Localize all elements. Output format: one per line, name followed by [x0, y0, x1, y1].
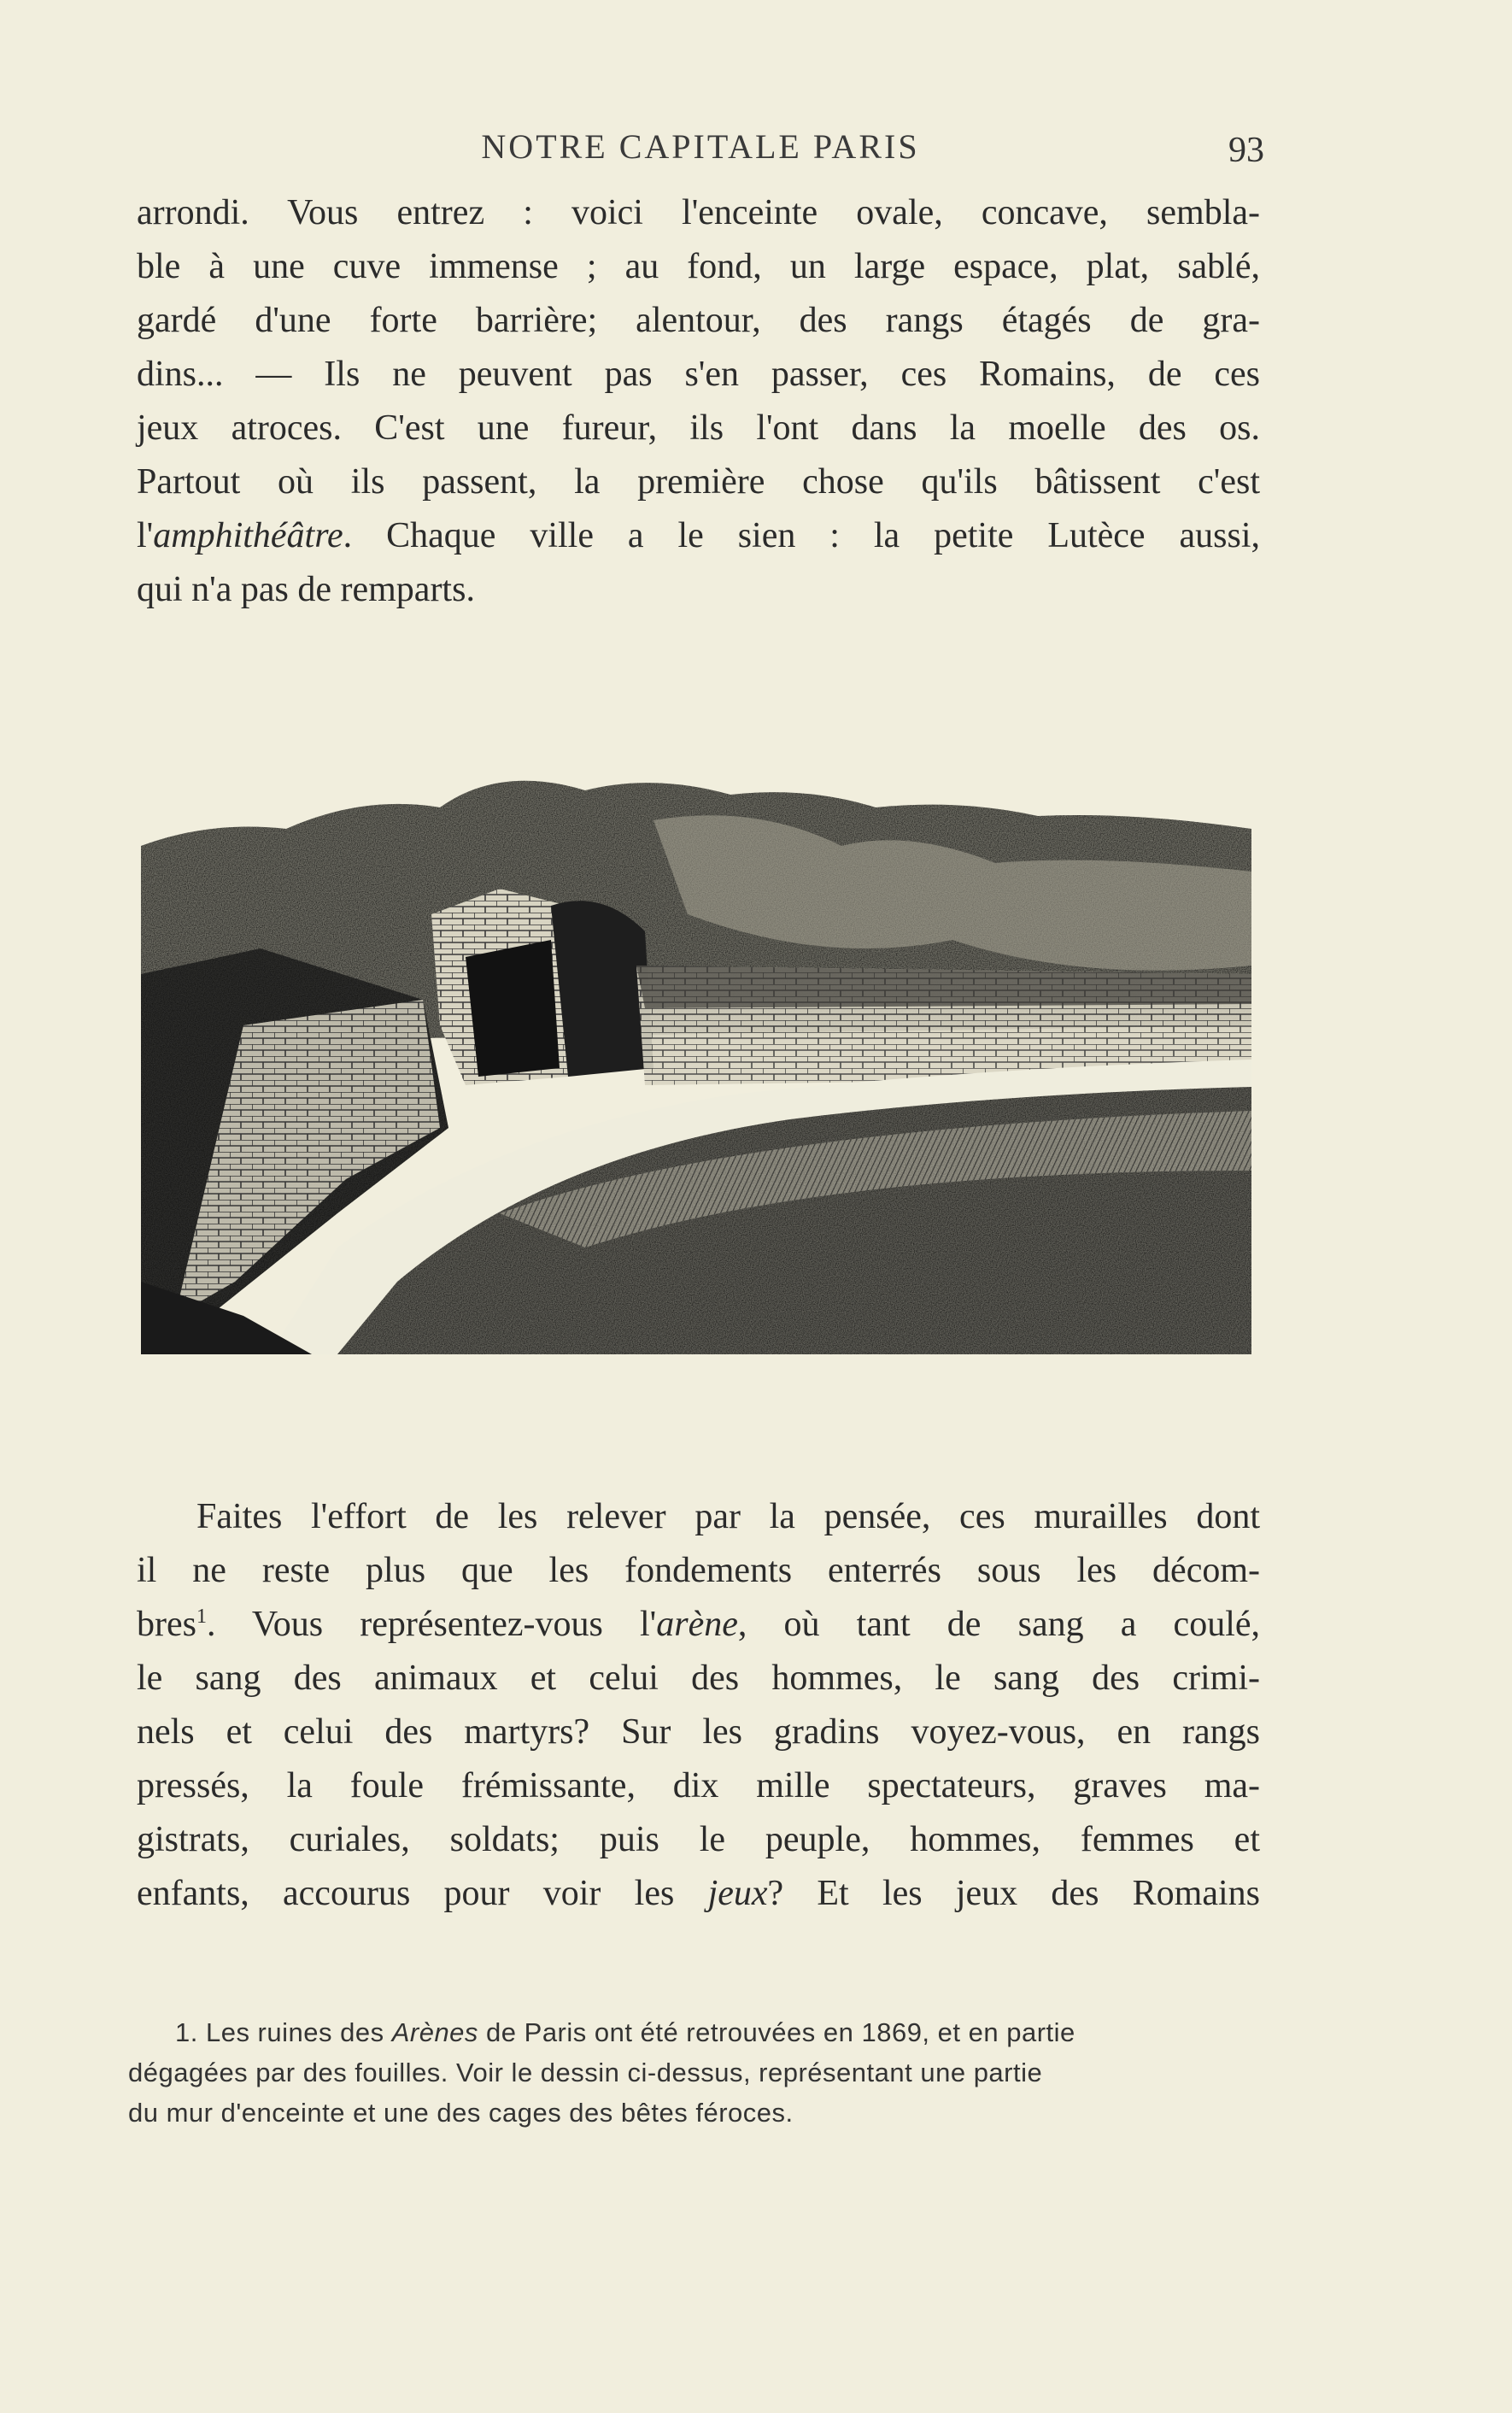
text-segment: , où tant de sang a coulé,: [737, 1605, 1260, 1644]
italic-term: jeux: [707, 1874, 768, 1913]
text-line: ble à une cuve immense ; au fond, un large espace, plat, sablé,: [137, 247, 1260, 286]
text-segment: 1. Les ruines des: [175, 2017, 392, 2047]
running-title: NOTRE CAPITALE PARIS: [481, 127, 920, 166]
text-line: jeux atroces. C'est une fureur, ils l'ont dans la moelle des os.: [137, 408, 1260, 448]
italic-term: arène: [656, 1605, 738, 1644]
page-number: 93: [1228, 131, 1264, 170]
text-line: gardé d'une forte barrière; alentour, des rangs étagés de gra-: [137, 301, 1260, 340]
text-line: Faites l'effort de les relever par la pensée, ces murailles dont: [196, 1497, 1260, 1536]
paragraph-2: [137, 1490, 1260, 1921]
text-line: pressés, la foule frémissante, dix mille spectateurs, graves ma-: [137, 1766, 1260, 1805]
text-line: [137, 1867, 1260, 1921]
text-segment: . Vous représentez-vous l': [206, 1605, 657, 1644]
text-segment: enfants, accourus pour voir les: [137, 1874, 708, 1913]
text-segment: de Paris ont été retrouvées en 1869, et en partie: [478, 2017, 1075, 2047]
text-line: arrondi. Vous entrez : voici l'enceinte ovale, concave, sembla-: [137, 193, 1260, 232]
footnote-reference[interactable]: 1: [196, 1606, 207, 1628]
text-line: il ne reste plus que les fondements enterrés sous les décom-: [137, 1551, 1260, 1590]
text-line: gistrats, curiales, soldats; puis le peuple, hommes, femmes et: [137, 1820, 1260, 1859]
text-segment: bres: [137, 1605, 196, 1644]
text-segment: . Chaque ville a le sien : la petite Lutèce aussi,: [343, 516, 1260, 555]
text-line: dins... — Ils ne peuvent pas s'en passer, ces Romains, de ces: [137, 355, 1260, 394]
text-segment: l': [137, 516, 154, 555]
footnote-line: [128, 2012, 1251, 2052]
amphitheatre-ruins-engraving: [141, 769, 1251, 1354]
running-header: [137, 120, 1264, 171]
text-line: [137, 1598, 1260, 1652]
footnote-line: dégagées par des fouilles. Voir le dessin ci-dessus, représentant une partie: [128, 2058, 1043, 2087]
footnote: [128, 2012, 1251, 2133]
text-line: [137, 509, 1260, 563]
text-line: le sang des animaux et celui des hommes, le sang des crimi-: [137, 1659, 1260, 1698]
footnote-line: du mur d'enceinte et une des cages des bêtes féroces.: [128, 2098, 794, 2128]
italic-term: amphithéâtre: [153, 516, 343, 555]
text-line: Partout où ils passent, la première chose qu'ils bâtissent c'est: [137, 462, 1260, 502]
text-line: nels et celui des martyrs? Sur les gradins voyez-vous, en rangs: [137, 1712, 1260, 1752]
italic-term: Arènes: [391, 2017, 478, 2047]
text-segment: ? Et les jeux des Romains: [767, 1874, 1260, 1913]
paragraph-1: [137, 186, 1260, 617]
text-line: qui n'a pas de remparts.: [137, 570, 475, 609]
